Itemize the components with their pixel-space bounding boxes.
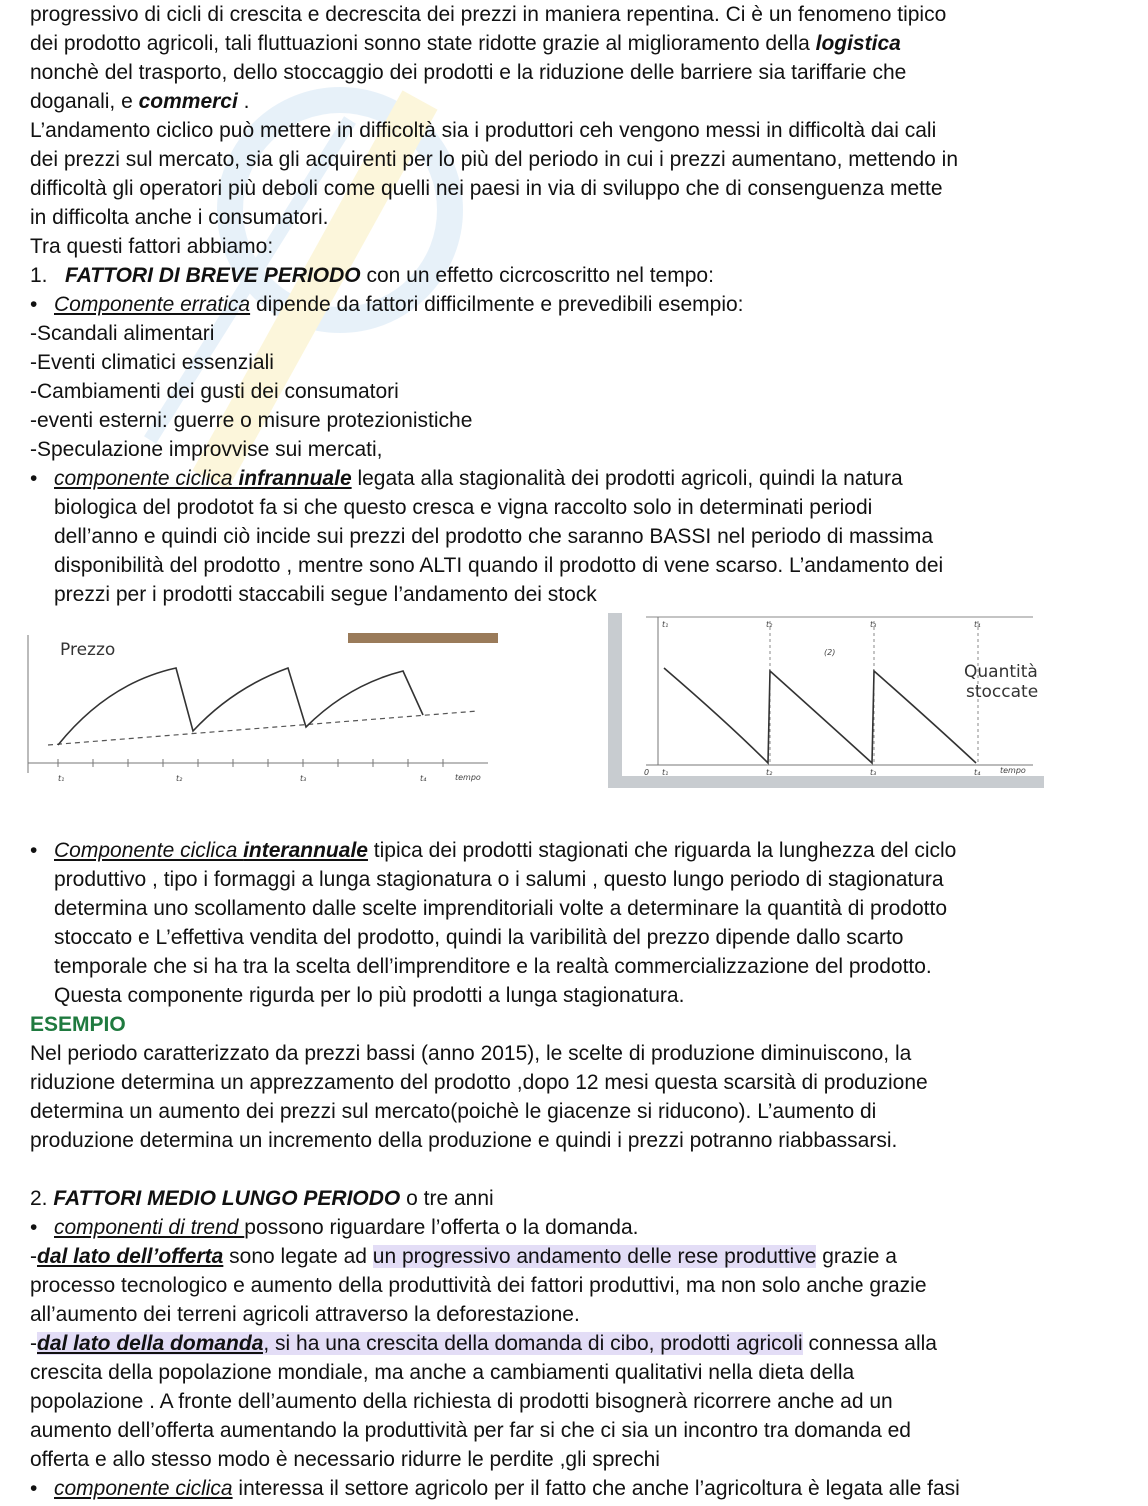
section-heading-1: 1. FATTORI DI BREVE PERIODO con un effetto cicrcoscritto nel tempo: xyxy=(30,264,714,287)
text-line: Questa componente rigurda per lo più prodotti a lunga stagionatura. xyxy=(54,984,685,1007)
tick-label: 0 xyxy=(644,768,650,777)
text-line: determina un aumento dei prezzi sul mercato(poichè le giacenze si riducono). L’aumento di xyxy=(30,1100,877,1123)
tick-label: t₄ xyxy=(420,774,427,783)
text-line: popolazione . A fronte dell’aumento della richiesta di prodotti bisognerà ricorrere anche ad un xyxy=(30,1390,893,1413)
trend-line xyxy=(48,711,478,745)
offerta-line: -dal lato dell’offerta sono legate ad un progressivo andamento delle rese produttive grazie a xyxy=(30,1245,897,1268)
text-line: prezzi per i prodotti staccabili segue l’andamento dei stock xyxy=(54,583,597,606)
text-line: disponibilità del prodotto , mentre sono ALTI quando il prodotto di vene scarso. L’andamento dei xyxy=(54,554,944,577)
stock-figure xyxy=(608,613,1044,788)
top-tick-label: t₁ xyxy=(662,620,669,629)
text-line: produzione determina un incremento della produzione e quindi i prezzi potranno riabbassarsi. xyxy=(30,1129,898,1152)
text-line: determina uno scollamento dalle scelte imprenditoriali volte a determinare la quantità di prodotto xyxy=(54,897,948,920)
text-line: dei prodotto agricoli, tali fluttuazioni sonno state ridotte grazie al miglioramento della logistica xyxy=(30,32,901,55)
text-line: offerta e allo stesso modo è necessario ridurre le perdite ,gli sprechi xyxy=(30,1448,660,1471)
text-line: in difficolta anche i consumatori. xyxy=(30,206,329,229)
text-line: dell’anno e quindi ciò incide sui prezzi del prodotto che saranno BASSI nel periodo di massima xyxy=(54,525,934,548)
spacer xyxy=(30,1155,1120,1184)
list-item: -eventi esterni: guerre o misure protezionistiche xyxy=(30,409,473,432)
text-line: riduzione determina un apprezzamento del prodotto ,dopo 12 mesi questa scarsità di produzione xyxy=(30,1071,928,1094)
tick-label: t₂ xyxy=(766,768,773,777)
tick-label: t₃ xyxy=(300,774,307,783)
text-line: biologica del prodotot fa si che questo cresca e vigna raccolto solo in determinati periodi xyxy=(54,496,873,519)
text-line: progressivo di cicli di crescita e decrescita dei prezzi in maniera repentina. Ci è un fenomeno tipico xyxy=(30,3,947,26)
text-line: difficoltà gli operatori più deboli come quelli nei paesi in via di sviluppo che di consenguenza mette xyxy=(30,177,943,200)
bullet-trend: • componenti di trend possono riguardare l’offerta o la domanda. xyxy=(30,1213,1120,1242)
top-tick-label: t₃ xyxy=(870,620,877,629)
bullet-ciclica: • componente ciclica interessa il settore agricolo per il fatto che anche l’agricoltura è legata alle fasi xyxy=(30,1474,1120,1503)
text-line: crescita della popolazione mondiale, ma anche a cambiamenti qualitativi nella dieta della xyxy=(30,1361,855,1384)
list-item: -Scandali alimentari xyxy=(30,322,215,345)
price-curve xyxy=(58,668,423,745)
tick-label: t₁ xyxy=(58,774,65,783)
x-axis-label: tempo xyxy=(1000,766,1026,775)
figures-row xyxy=(30,613,1120,828)
highlight: un progressivo andamento delle rese produttive xyxy=(372,1245,817,1268)
bullet-icon: • xyxy=(30,293,38,316)
esempio-heading: ESEMPIO xyxy=(30,1013,126,1036)
section-heading-2: 2. FATTORI MEDIO LUNGO PERIODO o tre anni xyxy=(30,1187,494,1210)
bullet-icon: • xyxy=(30,467,38,490)
text-line: produttivo , tipo i formaggi a lunga stagionatura o i salumi , questo lungo periodo di stagionatura xyxy=(54,868,944,891)
text-line: aumento dell’offerta aumentando la produttività per far si che ci sia un incontro tra domanda ed xyxy=(30,1419,911,1442)
document-page xyxy=(30,0,1120,1503)
price-ylabel: Prezzo xyxy=(60,640,116,660)
emphasis-commerci: commerci xyxy=(138,90,238,113)
price-figure xyxy=(18,633,498,788)
panel-tag: (2) xyxy=(824,648,836,657)
text-line: dei prezzi sul mercato, sia gli acquirenti per lo più del periodo in cui i prezzi aumentano, mettendo in xyxy=(30,148,958,171)
list-item: -Speculazione improvvise sui mercati, xyxy=(30,438,383,461)
figure-border-bottom xyxy=(608,776,1044,788)
bullet-icon: • xyxy=(30,1477,38,1500)
bullet-erratica: • Componente erratica dipende da fattori difficilmente e prevedibili esempio: xyxy=(30,290,1120,319)
top-tick-label: t₂ xyxy=(766,620,773,629)
emphasis-logistica: logistica xyxy=(815,32,901,55)
figure-border-left xyxy=(608,613,622,788)
text-line: stoccato e L’effettiva vendita del prodotto, quindi la varibilità del prezzo dipende dallo scarto xyxy=(54,926,904,949)
text-line: L’andamento ciclico può mettere in difficoltà sia i produttori ceh vengono messi in difficoltà dai cali xyxy=(30,119,937,142)
bullet-icon: • xyxy=(30,839,38,862)
tick-label: t₁ xyxy=(662,768,669,777)
tick-label: t₂ xyxy=(176,774,183,783)
domanda-line: -dal lato della domanda, si ha una crescita della domanda di cibo, prodotti agricoli connessa alla xyxy=(30,1332,937,1355)
photo-strip xyxy=(348,633,498,643)
text-line: Tra questi fattori abbiamo: xyxy=(30,235,274,258)
bullet-interannuale: • Componente ciclica interannuale tipica dei prodotti stagionati che riguarda la lunghezza del ciclo xyxy=(30,836,1120,865)
tick-label: t₄ xyxy=(974,768,981,777)
text-line: nonchè del trasporto, dello stoccaggio dei prodotti e la riduzione delle barriere sia tariffarie che xyxy=(30,61,907,84)
highlight: , si ha una crescita della domanda di cibo, prodotti agricoli xyxy=(263,1332,803,1355)
list-item: -Cambiamenti dei gusti dei consumatori xyxy=(30,380,399,403)
bullet-infrannuale: • componente ciclica infrannuale legata alla stagionalità dei prodotti agricoli, quindi la natura xyxy=(30,464,1120,493)
x-axis-label: tempo xyxy=(455,773,481,782)
text-line: doganali, e commerci . xyxy=(30,90,250,113)
text-line: all’aumento dei terreni agricoli attraverso la deforestazione. xyxy=(30,1303,580,1326)
stock-ylabel-2: stoccate xyxy=(966,682,1039,702)
top-tick-label: t₄ xyxy=(974,620,981,629)
text-line: Nel periodo caratterizzato da prezzi bassi (anno 2015), le scelte di produzione diminuiscono, la xyxy=(30,1042,912,1065)
list-item: -Eventi climatici essenziali xyxy=(30,351,274,374)
stock-ylabel-1: Quantità xyxy=(964,662,1038,682)
bullet-icon: • xyxy=(30,1216,38,1239)
text-line: temporale che si ha tra la scelta dell’imprenditore e la realtà commercializzazione del prodotto. xyxy=(54,955,932,978)
text-line: processo tecnologico e aumento della produttività dei fattori produttivi, ma non solo anche grazie xyxy=(30,1274,927,1297)
tick-label: t₃ xyxy=(870,768,877,777)
